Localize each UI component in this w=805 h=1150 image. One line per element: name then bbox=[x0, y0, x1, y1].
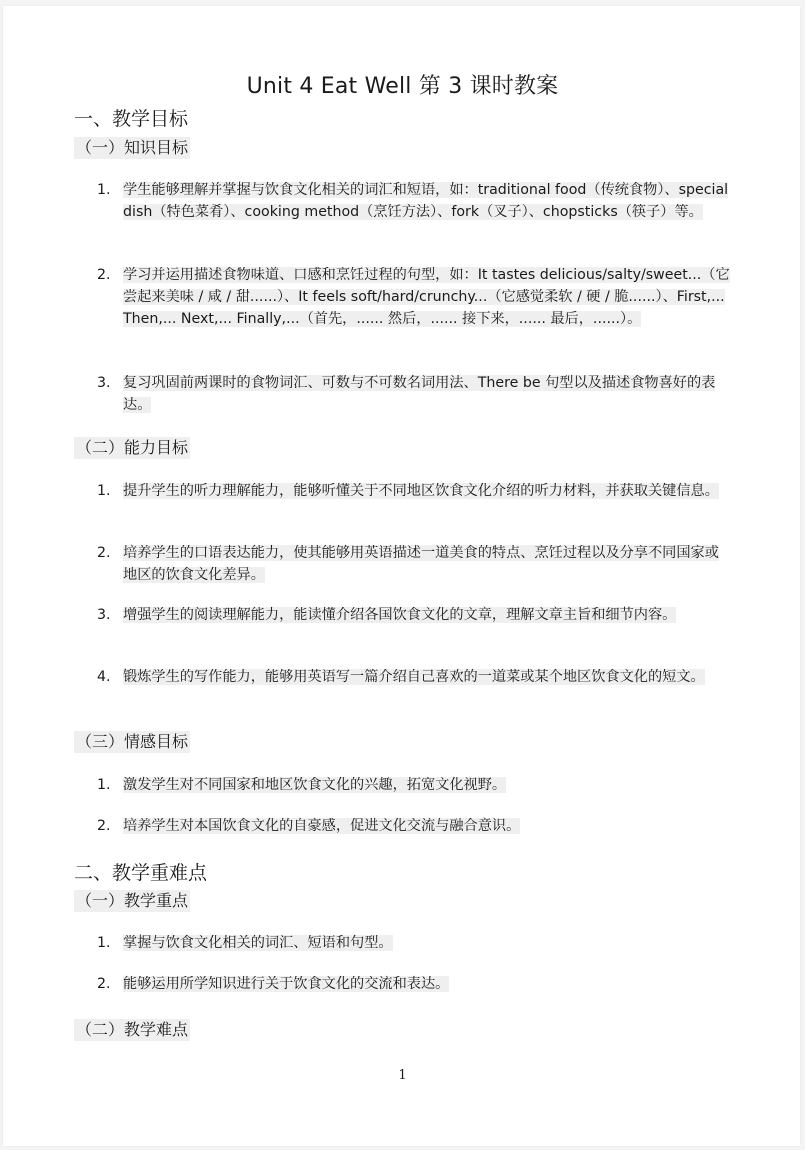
list-item-number: 3. bbox=[97, 375, 111, 391]
list-item-text: 激发学生对不同国家和地区饮食文化的兴趣，拓宽文化视野。 bbox=[123, 777, 507, 793]
page-number: 1 bbox=[398, 1068, 407, 1083]
list-item-text: 培养学生的口语表达能力，使其能够用英语描述一道美食的特点、烹饪过程以及分享不同国家或地区的饮食文化差异。 bbox=[123, 545, 719, 583]
list-item-text: 增强学生的阅读理解能力，能读懂介绍各国饮食文化的文章，理解文章主旨和细节内容。 bbox=[123, 607, 677, 623]
list-item-text: 培养学生对本国饮食文化的自豪感，促进文化交流与融合意识。 bbox=[123, 818, 521, 834]
subsection-heading-difficulty: （二）教学难点 bbox=[76, 1020, 189, 1039]
list-item-number: 1. bbox=[97, 777, 111, 793]
list-item-number: 4. bbox=[97, 669, 111, 685]
list-item-number: 2. bbox=[97, 976, 111, 992]
list-item-number: 1. bbox=[97, 935, 111, 951]
section-heading-objectives: 一、教学目标 bbox=[74, 108, 189, 130]
list-item-text: 掌握与饮食文化相关的词汇、短语和句型。 bbox=[123, 935, 393, 951]
list-item-number: 2. bbox=[97, 818, 111, 834]
list-item-text: 锻炼学生的写作能力，能够用英语写一篇介绍自己喜欢的一道菜或某个地区饮食文化的短文。 bbox=[123, 669, 705, 685]
list-item-number: 1. bbox=[97, 182, 111, 198]
list-item-number: 2. bbox=[97, 545, 111, 561]
list-item-number: 1. bbox=[97, 483, 111, 499]
list-item-text: 提升学生的听力理解能力，能够听懂关于不同地区饮食文化介绍的听力材料，并获取关键信息。 bbox=[123, 483, 719, 499]
document-title: Unit 4 Eat Well 第 3 课时教案 bbox=[246, 74, 559, 99]
subsection-heading-ability: （二）能力目标 bbox=[76, 438, 189, 457]
section-heading-key-points: 二、教学重难点 bbox=[74, 862, 208, 884]
subsection-heading-emotion: （三）情感目标 bbox=[76, 732, 189, 751]
list-item-number: 3. bbox=[97, 607, 111, 623]
list-item-text: 学习并运用描述食物味道、口感和烹饪过程的句型，如：It tastes delicious/salty/sweet...（它尝起来美味 / 咸 / 甜......）、It feels soft/hard/crunchy...（它感觉柔软 / 硬 / 脆......）、First,... Then,... Next,... Finally,...（首先，...... 然后，...... 接下来，...... 最后，......）。 bbox=[123, 267, 730, 327]
subsection-heading-knowledge: （一）知识目标 bbox=[76, 138, 189, 157]
list-item-text: 复习巩固前两课时的食物词汇、可数与不可数名词用法、There be 句型以及描述食物喜好的表达。 bbox=[123, 375, 716, 413]
subsection-heading-key: （一）教学重点 bbox=[76, 891, 189, 910]
list-item-number: 2. bbox=[97, 267, 111, 283]
list-item-text: 学生能够理解并掌握与饮食文化相关的词汇和短语，如：traditional food（传统食物）、special dish（特色菜肴）、cooking method（烹饪方法）、fork（叉子）、chopsticks（筷子）等。 bbox=[123, 182, 729, 220]
list-item-text: 能够运用所学知识进行关于饮食文化的交流和表达。 bbox=[123, 976, 450, 992]
